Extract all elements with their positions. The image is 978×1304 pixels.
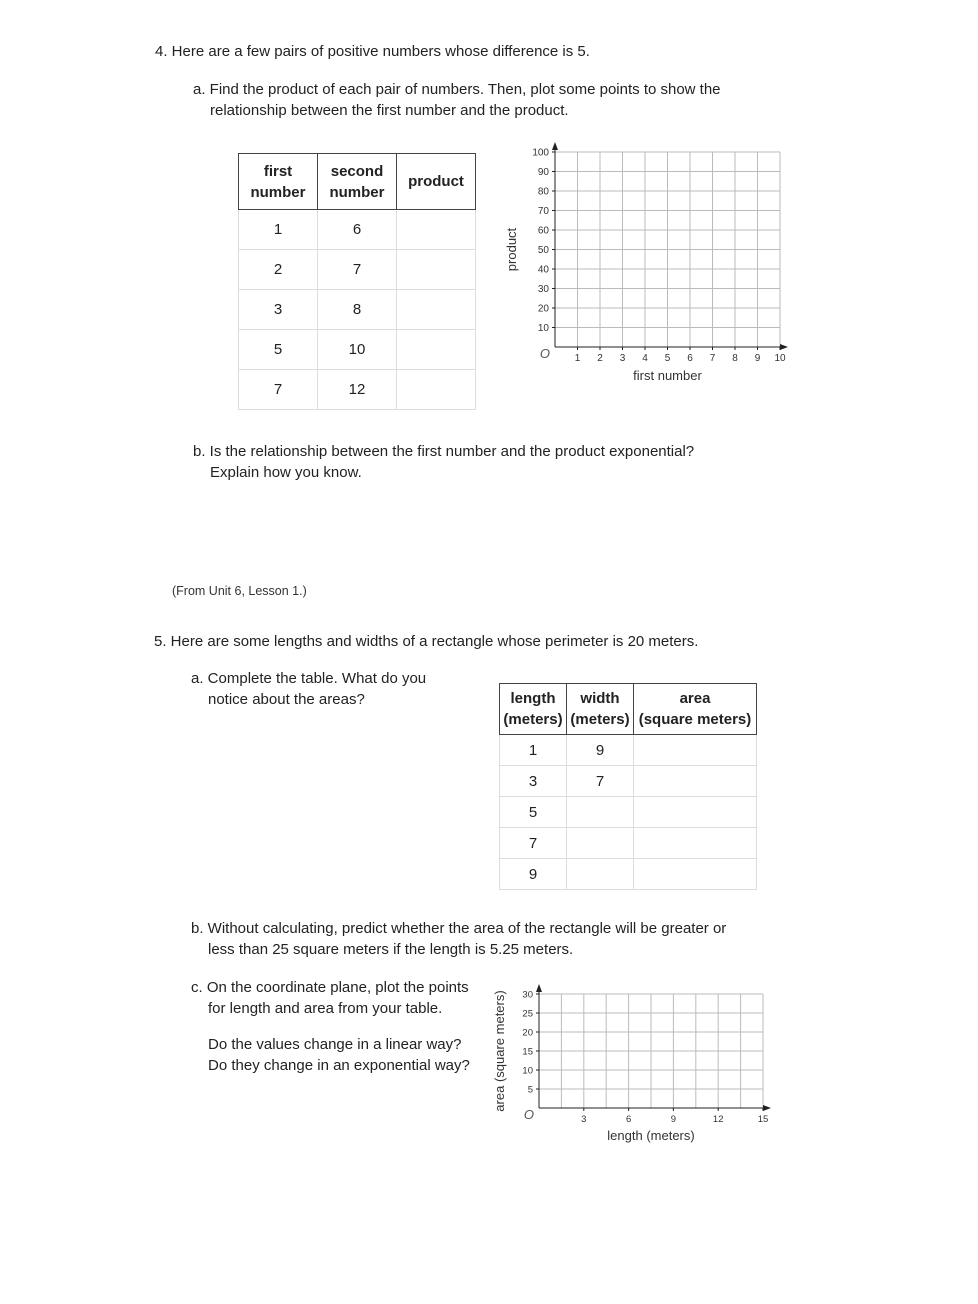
- origin-label: O: [539, 346, 550, 361]
- table-row: [239, 290, 476, 330]
- table-cell: 8: [318, 290, 397, 330]
- table-cell: 9: [500, 859, 567, 890]
- x-tick-label: 6: [625, 1114, 632, 1125]
- q5-col-header-length: length (meters): [500, 684, 567, 735]
- table-row: [239, 250, 476, 290]
- y-tick-label: 30: [537, 284, 549, 295]
- x-tick-label: 7: [709, 353, 716, 364]
- q4-table-header-row: [239, 154, 476, 210]
- x-tick-label: 3: [619, 353, 626, 364]
- y-tick-label: 20: [522, 1027, 533, 1039]
- q5-part-c-line1: c. On the coordinate plane, plot the points: [191, 979, 469, 996]
- table-cell: 9: [567, 735, 634, 766]
- answer-cell[interactable]: [397, 250, 476, 290]
- y-axis-arrow: [552, 142, 558, 150]
- y-tick-label: 15: [522, 1046, 533, 1058]
- q5-col-header-width: width (meters): [567, 684, 634, 735]
- table-row: [500, 766, 757, 797]
- table-row: [239, 330, 476, 370]
- y-tick-label: 10: [537, 323, 549, 334]
- answer-cell[interactable]: [634, 828, 757, 859]
- x-tick-label: 2: [597, 353, 603, 364]
- y-tick-label: 20: [537, 303, 549, 315]
- q5-table-header-row: [500, 684, 757, 735]
- product-coordinate-grid[interactable]: [500, 140, 800, 390]
- x-axis-arrow: [780, 344, 788, 350]
- q5-table: [499, 683, 757, 890]
- x-axis-label: length (meters): [607, 1128, 695, 1143]
- table-cell: 10: [318, 330, 397, 370]
- x-tick-label: 5: [664, 353, 671, 364]
- table-row: [500, 828, 757, 859]
- q4-table: [238, 153, 476, 410]
- x-tick-label: 10: [774, 353, 786, 364]
- q4-part-a-line1: a. Find the product of each pair of numbers. Then, plot some points to show the: [193, 81, 721, 98]
- y-tick-label: 30: [522, 989, 533, 1001]
- x-tick-label: 15: [757, 1114, 769, 1125]
- q5-prompt: 5. Here are some lengths and widths of a rectangle whose perimeter is 20 meters.: [154, 633, 699, 650]
- answer-cell[interactable]: [397, 290, 476, 330]
- x-tick-label: 4: [642, 353, 648, 364]
- y-tick-label: 70: [537, 206, 549, 217]
- x-tick-label: 9: [754, 353, 761, 364]
- answer-cell[interactable]: [567, 859, 634, 890]
- y-tick-label: 10: [522, 1065, 533, 1077]
- origin-label: O: [523, 1107, 534, 1122]
- y-tick-label: 50: [537, 245, 549, 256]
- x-tick-label: 1: [574, 353, 581, 364]
- table-row: [500, 797, 757, 828]
- table-row: [500, 735, 757, 766]
- table-cell: 3: [500, 766, 567, 797]
- x-tick-label: 12: [712, 1114, 724, 1125]
- q4-col-header-second: second number: [318, 154, 397, 210]
- q4-part-a-line2: relationship between the first number and the product.: [210, 102, 569, 119]
- q5-part-a-line1: a. Complete the table. What do you: [191, 670, 427, 687]
- q5-part-b-line2: less than 25 square meters if the length is 5.25 meters.: [208, 941, 574, 958]
- y-tick-label: 100: [532, 147, 549, 159]
- answer-cell[interactable]: [634, 859, 757, 890]
- table-cell: 7: [239, 370, 318, 410]
- table-cell: 3: [239, 290, 318, 330]
- table-cell: 6: [318, 210, 397, 250]
- answer-cell[interactable]: [397, 330, 476, 370]
- answer-cell[interactable]: [397, 210, 476, 250]
- x-tick-label: 9: [670, 1114, 677, 1125]
- y-tick-label: 90: [537, 167, 549, 178]
- answer-cell[interactable]: [567, 828, 634, 859]
- y-tick-label: 25: [522, 1008, 533, 1020]
- q4-part-b-line2: Explain how you know.: [210, 464, 362, 481]
- y-tick-label: 5: [527, 1084, 533, 1096]
- q5-part-c-line4: Do they change in an exponential way?: [208, 1057, 470, 1074]
- table-cell: 12: [318, 370, 397, 410]
- table-cell: 1: [239, 210, 318, 250]
- table-cell: 5: [239, 330, 318, 370]
- x-tick-label: 3: [581, 1114, 587, 1125]
- area-coordinate-grid[interactable]: [490, 980, 790, 1150]
- table-row: [239, 210, 476, 250]
- q4-prompt: 4. Here are a few pairs of positive numbers whose difference is 5.: [155, 43, 590, 60]
- answer-cell[interactable]: [634, 797, 757, 828]
- table-cell: 7: [567, 766, 634, 797]
- q5-part-c-line3: Do the values change in a linear way?: [208, 1036, 462, 1053]
- y-tick-label: 40: [537, 264, 549, 276]
- q5-part-b-line1: b. Without calculating, predict whether the area of the rectangle will be greater or: [191, 920, 727, 937]
- table-cell: 7: [500, 828, 567, 859]
- answer-cell[interactable]: [397, 370, 476, 410]
- x-axis-arrow: [763, 1105, 771, 1111]
- q4-col-header-product: product: [397, 154, 476, 210]
- y-tick-label: 80: [537, 186, 549, 198]
- answer-cell[interactable]: [567, 797, 634, 828]
- q5-part-c-line2: for length and area from your table.: [208, 1000, 443, 1017]
- y-axis-label: product: [504, 227, 519, 272]
- y-axis-label: area (square meters): [492, 990, 507, 1112]
- x-tick-label: 8: [732, 353, 738, 364]
- table-row: [239, 370, 476, 410]
- table-cell: 1: [500, 735, 567, 766]
- q5-part-a-line2: notice about the areas?: [208, 691, 365, 708]
- answer-cell[interactable]: [634, 766, 757, 797]
- q5-col-header-area: area (square meters): [634, 684, 757, 735]
- x-axis-label: first number: [633, 368, 702, 383]
- y-axis-arrow: [536, 984, 542, 992]
- x-tick-label: 6: [687, 353, 693, 364]
- table-cell: 5: [500, 797, 567, 828]
- answer-cell[interactable]: [634, 735, 757, 766]
- q4-part-b-line1: b. Is the relationship between the first number and the product exponential?: [193, 443, 695, 460]
- table-row: [500, 859, 757, 890]
- source-note: (From Unit 6, Lesson 1.): [172, 584, 307, 598]
- table-cell: 7: [318, 250, 397, 290]
- y-tick-label: 60: [537, 225, 549, 237]
- table-cell: 2: [239, 250, 318, 290]
- q4-col-header-first: first number: [239, 154, 318, 210]
